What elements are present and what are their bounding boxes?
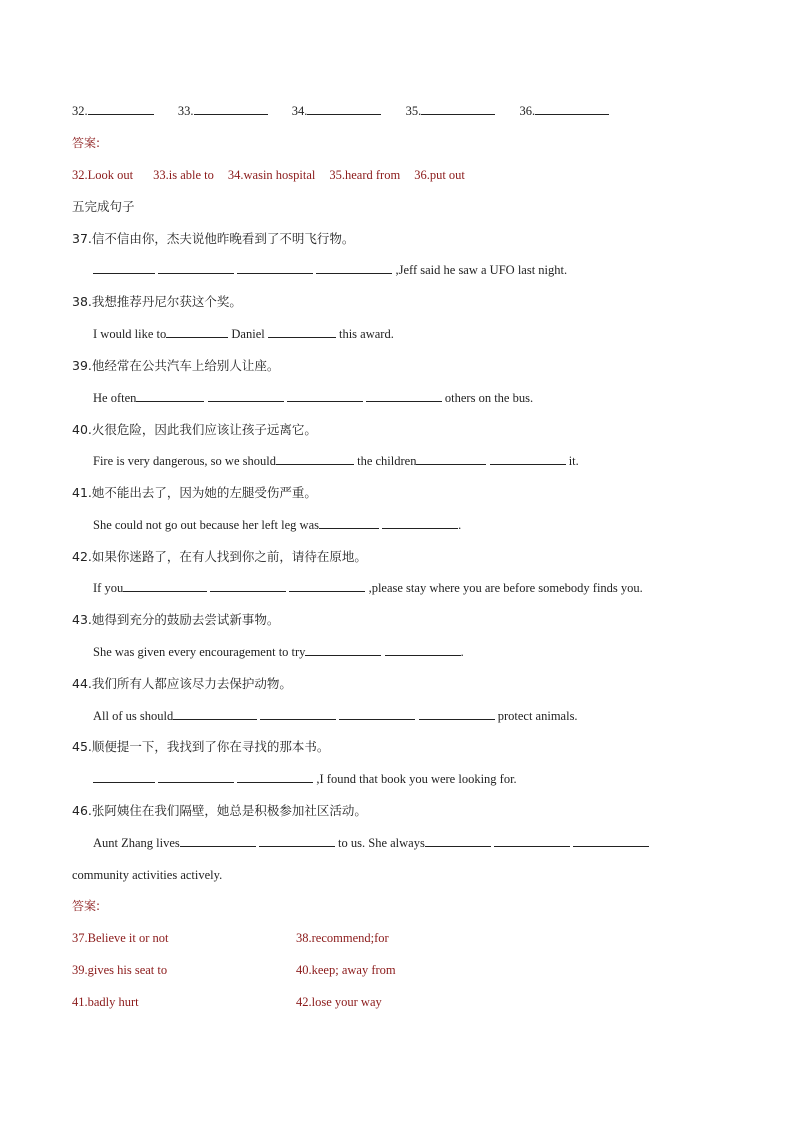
- q39-blank-1[interactable]: [136, 390, 204, 402]
- q43-english: [93, 644, 464, 660]
- q38-english: [93, 326, 394, 342]
- answer-label-1: 答案:: [72, 136, 101, 150]
- q39-part-2: others on the bus.: [441, 391, 534, 405]
- q39-blank-4[interactable]: [366, 390, 442, 402]
- answer-33: 33.is able to: [153, 168, 214, 182]
- q46-english-cont: community activities actively.: [72, 868, 223, 882]
- q41-english: [93, 517, 461, 533]
- answer-40: 40.keep; away from: [296, 963, 396, 977]
- q44-part-1: All of us should: [93, 709, 174, 723]
- q38-part-2: Daniel: [228, 327, 268, 341]
- q46-blank-4[interactable]: [494, 835, 570, 847]
- q45-blank-1[interactable]: [93, 771, 155, 783]
- q40-part-1: Fire is very dangerous, so we should: [93, 454, 276, 468]
- blank-36[interactable]: [535, 103, 609, 115]
- q39-chinese: 39.他经常在公共汽车上给别人让座。: [72, 358, 280, 373]
- num-33: 33.: [177, 104, 194, 118]
- q45-blank-3[interactable]: [237, 771, 313, 783]
- q43-part-2: .: [460, 645, 464, 659]
- q37-tail: ,Jeff said he saw a UFO last night.: [392, 263, 568, 277]
- q39-blank-2[interactable]: [208, 390, 284, 402]
- answer-32: 32.Look out: [72, 168, 134, 182]
- blank-34[interactable]: [307, 103, 381, 115]
- q40-blank-1[interactable]: [276, 453, 354, 465]
- answer-37: 37.Believe it or not: [72, 931, 169, 945]
- q38-blank-1[interactable]: [166, 326, 228, 338]
- section-title: 五完成句子: [72, 199, 135, 214]
- q41-chinese: 41.她不能出去了，因为她的左腿受伤严重。: [72, 485, 317, 500]
- num-34: 34.: [291, 104, 308, 118]
- q37-english: [93, 262, 567, 278]
- q44-english: [93, 708, 578, 724]
- q39-english: [93, 390, 533, 406]
- q44-part-2: protect animals.: [494, 709, 578, 723]
- q42-part-2: ,please stay where you are before somebody finds you.: [365, 581, 643, 595]
- q39-part-1: He often: [93, 391, 137, 405]
- q41-blank-2[interactable]: [382, 517, 458, 529]
- q37-blank-4[interactable]: [316, 262, 392, 274]
- q44-blank-2[interactable]: [260, 708, 336, 720]
- q43-part-1: She was given every encouragement to try: [93, 645, 306, 659]
- blank-33[interactable]: [194, 103, 268, 115]
- q46-blank-5[interactable]: [573, 835, 649, 847]
- q37-chinese: 37.信不信由你，杰夫说他昨晚看到了不明飞行物。: [72, 231, 355, 246]
- q41-blank-1[interactable]: [319, 517, 379, 529]
- q40-part-3: it.: [565, 454, 579, 468]
- q45-english: [93, 771, 517, 787]
- num-35: 35.: [405, 104, 422, 118]
- answer-35: 35.heard from: [329, 168, 401, 182]
- q37-blank-3[interactable]: [237, 262, 313, 274]
- q37-blank-1[interactable]: [93, 262, 155, 274]
- q42-blank-2[interactable]: [210, 580, 286, 592]
- q43-chinese: 43.她得到充分的鼓励去尝试新事物。: [72, 612, 280, 627]
- q38-chinese: 38.我想推荐丹尼尔获这个奖。: [72, 294, 242, 309]
- q38-part-3: this award.: [335, 327, 394, 341]
- q42-part-1: If you: [93, 581, 124, 595]
- q45-blank-2[interactable]: [158, 771, 234, 783]
- q44-blank-4[interactable]: [419, 708, 495, 720]
- blank-32[interactable]: [88, 103, 154, 115]
- q46-blank-1[interactable]: [180, 835, 256, 847]
- answer-34: 34.wasin hospital: [227, 168, 316, 182]
- answer-38: 38.recommend;for: [296, 931, 389, 945]
- q46-part-2: to us. She always: [334, 836, 425, 850]
- q38-part-1: I would like to: [93, 327, 167, 341]
- blank-35[interactable]: [421, 103, 495, 115]
- q46-blank-2[interactable]: [259, 835, 335, 847]
- blank-row-32-36: [72, 103, 609, 119]
- q46-blank-3[interactable]: [425, 835, 491, 847]
- q37-blank-2[interactable]: [158, 262, 234, 274]
- q40-chinese: 40.火很危险，因此我们应该让孩子远离它。: [72, 422, 317, 437]
- answer-39: 39.gives his seat to: [72, 963, 168, 977]
- q44-chinese: 44.我们所有人都应该尽力去保护动物。: [72, 676, 292, 691]
- q44-blank-1[interactable]: [173, 708, 257, 720]
- q45-chinese: 45.顺便提一下，我找到了你在寻找的那本书。: [72, 739, 330, 754]
- q41-part-1: She could not go out because her left leg was: [93, 518, 319, 532]
- num-36: 36.: [519, 104, 536, 118]
- q42-blank-3[interactable]: [289, 580, 365, 592]
- q41-part-2: .: [458, 518, 462, 532]
- answer-41: 41.badly hurt: [72, 995, 139, 1009]
- q40-part-2: the children: [353, 454, 417, 468]
- q46-english: [93, 835, 649, 851]
- q38-blank-2[interactable]: [268, 326, 336, 338]
- q39-blank-3[interactable]: [287, 390, 363, 402]
- q43-blank-1[interactable]: [305, 644, 381, 656]
- q42-english: [93, 580, 643, 596]
- q40-english: [93, 453, 579, 469]
- q40-blank-2[interactable]: [416, 453, 486, 465]
- q44-blank-3[interactable]: [339, 708, 415, 720]
- answer-42: 42.lose your way: [296, 995, 382, 1009]
- q46-chinese: 46.张阿姨住在我们隔壁，她总是积极参加社区活动。: [72, 803, 367, 818]
- q45-part-1: ,I found that book you were looking for.: [313, 772, 517, 786]
- q42-chinese: 42.如果你迷路了，在有人找到你之前，请待在原地。: [72, 549, 367, 564]
- q46-part-1: Aunt Zhang lives: [93, 836, 180, 850]
- q42-blank-1[interactable]: [123, 580, 207, 592]
- q40-blank-3[interactable]: [490, 453, 566, 465]
- answer-36: 36.put out: [414, 168, 465, 182]
- answers-32-36: [72, 167, 465, 183]
- answer-label-2: 答案:: [72, 899, 101, 913]
- q43-blank-2[interactable]: [385, 644, 461, 656]
- num-32: 32.: [72, 104, 88, 118]
